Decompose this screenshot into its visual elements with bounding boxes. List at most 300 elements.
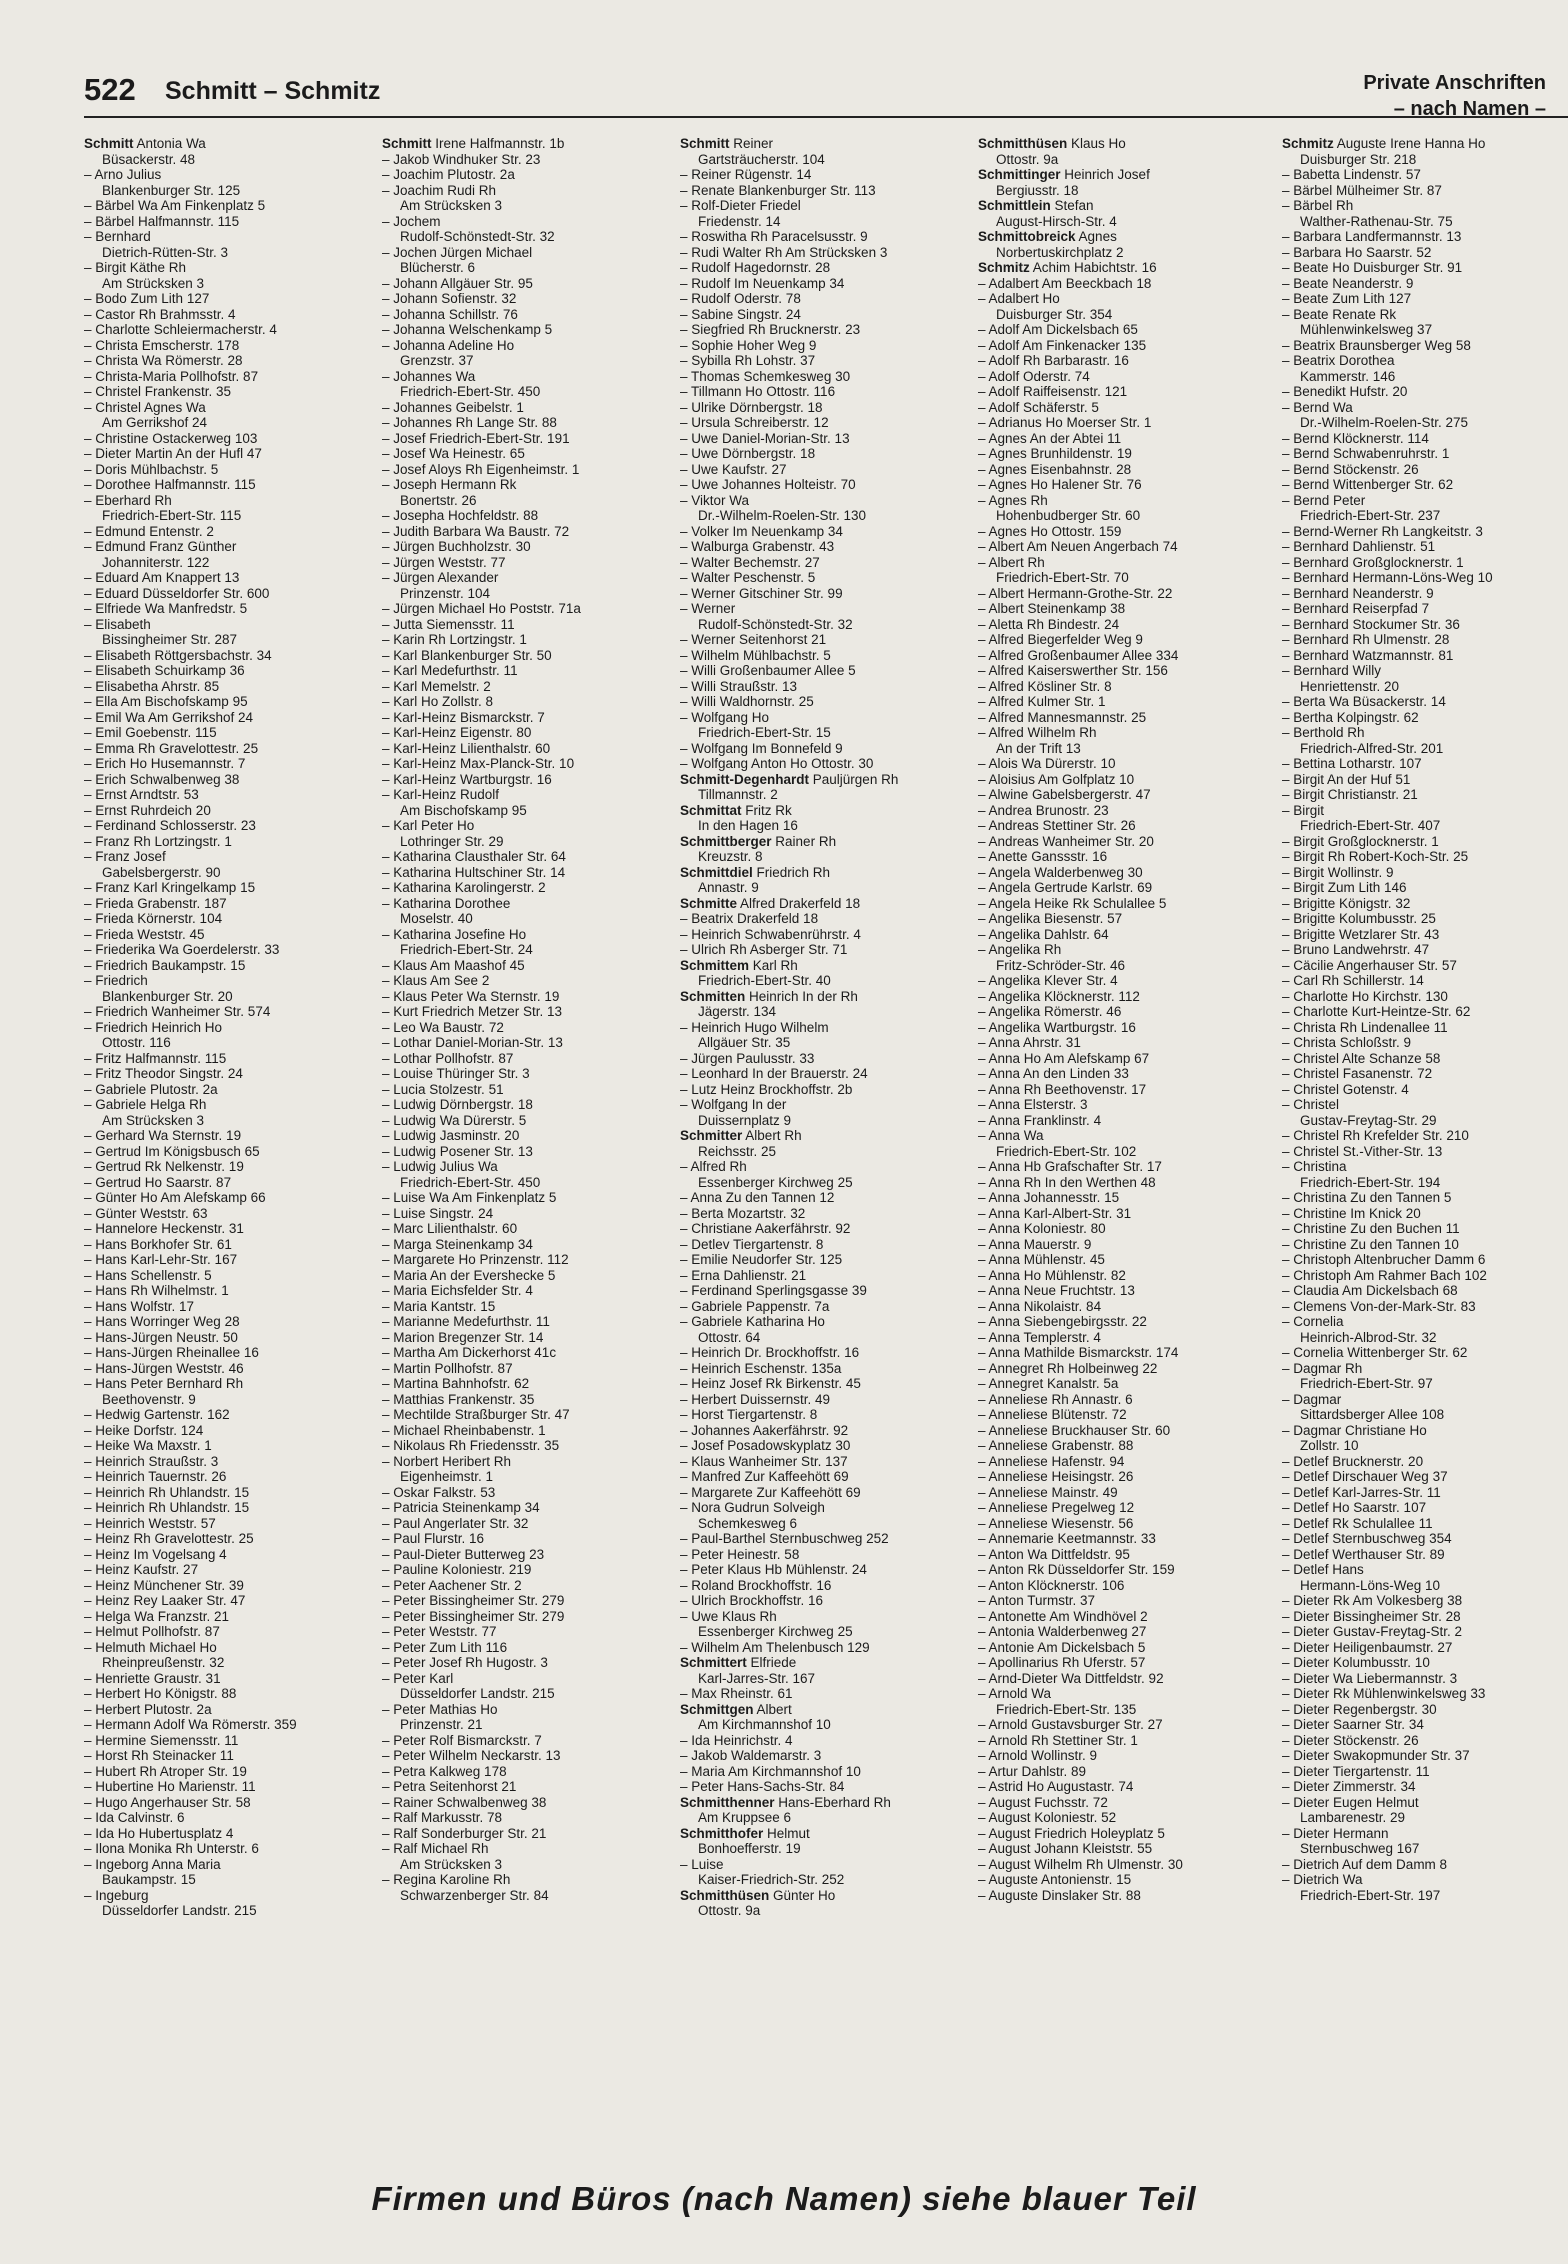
entry-given: Peter Mathias Ho (393, 1701, 498, 1717)
entry-given: Rudolf Oderstr. 78 (691, 291, 801, 306)
entry-given: Uwe Johannes Holteistr. 70 (691, 477, 856, 492)
entry-given: Heinrich Tauernstr. 26 (95, 1469, 227, 1484)
entry-given: Annemarie Keetmannstr. 33 (988, 1531, 1156, 1546)
entry-address: Bonertstr. 26 (400, 492, 477, 508)
directory-entry: – Mechtilde Straßburger Str. 47 (382, 1407, 570, 1422)
entry-given: Birgit Christianstr. 21 (1293, 787, 1418, 802)
entry-given: Johann Sofienstr. 32 (393, 291, 517, 306)
entry-surname: Schmittem (680, 957, 750, 973)
entry-surname: Schmitthüsen (978, 136, 1068, 151)
directory-entry: – Katharina Karolingerstr. 2 (382, 880, 546, 895)
directory-entry: – Arnold Rh Stettiner Str. 1 (978, 1732, 1138, 1748)
directory-entry: – Willi Waldhornstr. 25 (680, 694, 814, 709)
directory-entry: – Birgit Christianstr. 21 (1282, 787, 1418, 802)
directory-entry: – Edmund Entenstr. 2 (84, 523, 214, 539)
entry-given: Christa Rh Lindenallee 11 (1293, 1019, 1448, 1035)
directory-entry: – Gertrud Rk Nelkenstr. 19 (84, 1159, 244, 1174)
entry-given: Peter Zum Lith 116 (393, 1639, 508, 1655)
directory-entry: – Christoph Altenbrucher Damm 6 (1282, 1252, 1486, 1267)
entry-given: Sabine Singstr. 24 (691, 306, 801, 322)
entry-given: Margarete Zur Kaffeehött 69 (691, 1484, 861, 1500)
directory-entry: – Josepha Hochfeldstr. 88 (382, 508, 539, 523)
entry-given: Anton Turmstr. 37 (988, 1593, 1096, 1608)
directory-entry: – Peter Josef Rh Hugostr. 3 (382, 1655, 548, 1670)
directory-entry: – Alfred Rh Essenberger Kirchweg 25 (680, 1159, 966, 1190)
entry-given: Antonette Am Windhövel 2 (988, 1608, 1148, 1624)
entry-address: Duissernplatz 9 (698, 1112, 792, 1128)
entry-given: Anna Mühlenstr. 45 (988, 1252, 1105, 1267)
entry-given: Katharina Karolingerstr. 2 (393, 880, 546, 895)
entry-given: Clemens Von-der-Mark-Str. 83 (1293, 1298, 1476, 1314)
entry-given: Berta Mozartstr. 32 (691, 1205, 806, 1221)
entry-address: Hermann-Löns-Weg 10 (1300, 1577, 1441, 1593)
directory-entry: – Ingeborg Anna Maria Baukampstr. 15 (84, 1857, 370, 1888)
directory-entry: – Johann Sofienstr. 32 (382, 291, 517, 306)
directory-entry: – Uwe Daniel-Morian-Str. 13 (680, 430, 850, 446)
entry-given: Emil Goebenstr. 115 (95, 725, 217, 740)
entry-given: Hugo Angerhauser Str. 58 (95, 1794, 251, 1810)
directory-entry: – Hans-Jürgen Weststr. 46 (84, 1360, 244, 1376)
entry-given: Hans Wolfstr. 17 (95, 1298, 195, 1314)
entry-given: Karl Rh (752, 957, 798, 973)
entry-surname: Schmitt (680, 136, 730, 151)
entry-given: Johannes Rh Lange Str. 88 (393, 415, 557, 430)
entry-given: Maria An der Evershecke 5 (393, 1267, 556, 1283)
directory-entry: – Beate Ho Duisburger Str. 91 (1282, 260, 1463, 275)
entry-given: Christoph Altenbrucher Damm 6 (1293, 1252, 1486, 1267)
directory-entry: – Klaus Am See 2 (382, 973, 490, 988)
entry-address: Gabelsbergerstr. 90 (102, 864, 221, 880)
directory-entry: – Albert Am Neuen Angerbach 74 (978, 539, 1178, 554)
directory-entry: – Gerhard Wa Sternstr. 19 (84, 1128, 242, 1143)
entry-given: Anton Rk Düsseldorfer Str. 159 (988, 1562, 1175, 1577)
directory-entry: – Katharina Clausthaler Str. 64 (382, 849, 566, 864)
entry-given: Detlef Brucknerstr. 20 (1293, 1453, 1424, 1469)
directory-entry: – Antonette Am Windhövel 2 (978, 1608, 1148, 1624)
directory-entry: – Christa-Maria Pollhofstr. 87 (84, 368, 259, 384)
entry-given: Anton Klöcknerstr. 106 (988, 1577, 1125, 1593)
directory-entry: – Andreas Stettiner Str. 26 (978, 818, 1136, 833)
directory-entry: – Roswitha Rh Paracelsusstr. 9 (680, 229, 868, 244)
directory-entry: – Paul Angerlater Str. 32 (382, 1515, 529, 1531)
directory-entry: – Christel Fasanenstr. 72 (1282, 1066, 1433, 1081)
entry-given: Karin Rh Lortzingstr. 1 (393, 632, 527, 647)
entry-given: Johanna Welschenkamp 5 (393, 322, 553, 337)
entry-given: Ludwig Wa Dürerstr. 5 (393, 1112, 527, 1128)
entry-surname: Schmittgen (680, 1701, 754, 1717)
entry-given: Anneliese Bruckhauser Str. 60 (988, 1422, 1171, 1438)
directory-entry: – Adolf Am Dickelsbach 65 (978, 322, 1138, 337)
directory-entry: – Arnd-Dieter Wa Dittfeldstr. 92 (978, 1670, 1164, 1686)
entry-address: Am Strücksken 3 (400, 198, 503, 213)
directory-entry: – Marc Lilienthalstr. 60 (382, 1221, 518, 1236)
entry-given: Dagmar Christiane Ho (1293, 1422, 1427, 1438)
entry-given: Anna Neue Fruchtstr. 13 (988, 1283, 1135, 1298)
entry-given: Angela Gertrude Karlstr. 69 (988, 880, 1153, 895)
directory-entry: – Jakob Waldemarstr. 3 (680, 1748, 822, 1763)
directory-entry: – Detlef Werthauser Str. 89 (1282, 1546, 1445, 1562)
entry-given: Anton Wa Dittfeldstr. 95 (988, 1546, 1130, 1562)
directory-entry: – Willi Straußstr. 13 (680, 678, 798, 694)
entry-given: Gerhard Wa Sternstr. 19 (95, 1128, 242, 1143)
directory-entry: – Annegret Rh Holbeinweg 22 (978, 1360, 1158, 1376)
entry-address: Kaiser-Friedrich-Str. 252 (698, 1872, 845, 1887)
entry-given: Friedrich Baukampstr. 15 (95, 957, 246, 973)
entry-address: Moselstr. 40 (400, 911, 473, 926)
directory-entry: – Adolf Raiffeisenstr. 121 (978, 384, 1128, 399)
directory-entry: – Werner Rudolf-Schönstedt-Str. 32 (680, 601, 966, 632)
entry-given: Bernhard (95, 229, 151, 244)
entry-given: Ulrike Dörnbergstr. 18 (691, 399, 823, 415)
entry-given: Karl Medefurthstr. 11 (393, 663, 518, 678)
directory-entry: – August Koloniestr. 52 (978, 1810, 1117, 1825)
directory-entry: – Elfriede Wa Manfredstr. 5 (84, 601, 248, 616)
directory-entry: – Adolf Oderstr. 74 (978, 368, 1090, 384)
directory-entry (680, 1795, 966, 1826)
entry-given: Heinz Kaufstr. 27 (95, 1562, 199, 1577)
entry-given: Renate Blankenburger Str. 113 (691, 182, 876, 198)
directory-entry: – Bernd Schwabenruhrstr. 1 (1282, 446, 1450, 461)
entry-given: Agnes Rh (988, 492, 1048, 508)
entry-address: Am Kirchmannshof 10 (698, 1717, 831, 1732)
entry-given: Jochen Jürgen Michael (393, 244, 533, 260)
entry-given: Alois Wa Dürerstr. 10 (988, 756, 1116, 771)
entry-given: Beate Zum Lith 127 (1293, 291, 1412, 306)
entry-address: Schemkesweg 6 (698, 1515, 798, 1531)
entry-given: Ludwig Posener Str. 13 (393, 1143, 533, 1159)
entry-given: Bernhard Neanderstr. 9 (1293, 585, 1434, 601)
entry-given: Christine Zu den Buchen 11 (1293, 1221, 1460, 1236)
directory-entry: – Emil Wa Am Gerrikshof 24 (84, 709, 254, 725)
directory-entry: – Ulrike Dörnbergstr. 18 (680, 399, 823, 415)
directory-entry: – Katharina Dorothee Moselstr. 40 (382, 896, 668, 927)
entry-address: Am Strücksken 3 (102, 275, 205, 291)
entry-given: Adrianus Ho Moerser Str. 1 (988, 415, 1152, 430)
entry-address: Friedenstr. 14 (698, 213, 781, 229)
entry-given: Alfred Wilhelm Rh (988, 725, 1097, 740)
entry-given: Bernd Peter (1293, 492, 1366, 508)
directory-entry: – Agnes Eisenbahnstr. 28 (978, 461, 1132, 477)
entry-given: Louise Thüringer Str. 3 (393, 1066, 530, 1081)
entry-given: Peter Weststr. 77 (393, 1624, 497, 1639)
entry-given: Nora Gudrun Solveigh (691, 1500, 825, 1515)
entry-given: Hans Borkhofer Str. 61 (95, 1236, 232, 1252)
entry-given: Ernst Ruhrdeich 20 (95, 802, 211, 818)
entry-given: Agnes (1078, 229, 1117, 244)
section-label-line-1: Private Anschriften (1363, 72, 1546, 94)
directory-entry: – Heinrich Dr. Brockhoffstr. 16 (680, 1345, 860, 1360)
entry-given: Barbara Ho Saarstr. 52 (1293, 244, 1432, 260)
entry-given: Joachim Plutostr. 2a (393, 167, 515, 182)
directory-entry: – Joachim Plutostr. 2a (382, 167, 515, 182)
directory-entry: – Christina Zu den Tannen 5 (1282, 1190, 1452, 1205)
directory-entry (978, 167, 1264, 198)
entry-given: Hans-Eberhard Rh (778, 1794, 891, 1810)
entry-address: Dr.-Wilhelm-Roelen-Str. 275 (1300, 415, 1469, 430)
directory-entry: – Louise Thüringer Str. 3 (382, 1066, 530, 1081)
entry-given: Günter Ho Am Alefskamp 66 (95, 1190, 266, 1205)
entry-given: Martha Am Dickerhorst 41c (393, 1345, 557, 1360)
directory-entry: – Emma Rh Gravelottestr. 25 (84, 740, 259, 756)
directory-entry: – Maria Kantstr. 15 (382, 1298, 496, 1314)
directory-entry: – Helmuth Michael Ho Rheinpreußenstr. 32 (84, 1640, 370, 1671)
entry-given: Ferdinand Sperlingsgasse 39 (691, 1283, 867, 1298)
directory-entry: – Anneliese Mainstr. 49 (978, 1484, 1118, 1500)
directory-entry: – August Friedrich Holeyplatz 5 (978, 1825, 1165, 1841)
entry-address: Rudolf-Schönstedt-Str. 32 (698, 616, 853, 632)
directory-entry: – Detlef Dirschauer Weg 37 (1282, 1469, 1448, 1484)
entry-given: Carl Rh Schillerstr. 14 (1293, 973, 1424, 988)
entry-given: Albert Rh (988, 554, 1045, 570)
directory-entry: – Angela Walderbenweg 30 (978, 864, 1143, 880)
directory-entry: – Alfred Kaiserswerther Str. 156 (978, 663, 1168, 678)
entry-given: Johannes Wa (393, 368, 476, 384)
entry-given: Antonia Walderbenweg 27 (988, 1624, 1147, 1639)
directory-entry: – Alfred Mannesmannstr. 25 (978, 709, 1147, 725)
entry-given: Erich Schwalbenweg 38 (95, 771, 240, 787)
directory-entry: – Gabriele Plutostr. 2a (84, 1081, 218, 1097)
entry-given: Heinz Im Vogelsang 4 (95, 1546, 227, 1562)
directory-entry: – Eberhard Rh Friedrich-Ebert-Str. 115 (84, 493, 370, 524)
entry-given: Albert (756, 1701, 792, 1717)
directory-entry: – Günter Weststr. 63 (84, 1205, 208, 1221)
entry-given: Judith Barbara Wa Baustr. 72 (393, 523, 570, 539)
entry-given: Heike Wa Maxstr. 1 (95, 1438, 212, 1453)
directory-entry: – Heinrich Weststr. 57 (84, 1515, 216, 1531)
entry-address: Friedrich-Ebert-Str. 197 (1300, 1887, 1441, 1903)
directory-entry: – Angela Heike Rk Schulallee 5 (978, 895, 1167, 911)
entry-given: Anna Ho Mühlenstr. 82 (988, 1267, 1126, 1283)
directory-entry: – Paul-Dieter Butterweg 23 (382, 1546, 545, 1562)
entry-address: Friedrich-Ebert-Str. 102 (996, 1143, 1137, 1159)
directory-entry: – Anna An den Linden 33 (978, 1066, 1129, 1081)
entry-given: Karl Memelstr. 2 (393, 678, 491, 694)
directory-entry: – Wolfgang Anton Ho Ottostr. 30 (680, 756, 874, 771)
directory-entry: – Bettina Lotharstr. 107 (1282, 756, 1422, 771)
directory-entry: – Dagmar Rh Friedrich-Ebert-Str. 97 (1282, 1361, 1568, 1392)
directory-entry: – Wilhelm Am Thelenbusch 129 (680, 1639, 870, 1655)
directory-entry: – Norbert Heribert Rh Eigenheimstr. 1 (382, 1454, 668, 1485)
directory-entry (680, 834, 966, 865)
directory-entry (680, 896, 966, 912)
entry-given: Ludwig Julius Wa (393, 1159, 498, 1174)
entry-given: Martina Bahnhofstr. 62 (393, 1376, 530, 1391)
directory-entry: – Ludwig Dörnbergstr. 18 (382, 1097, 533, 1112)
directory-entry: – Bärbel Halfmannstr. 115 (84, 213, 240, 229)
entry-given: Jakob Windhuker Str. 23 (393, 151, 541, 167)
entry-given: Alfred Kaiserswerther Str. 156 (988, 663, 1168, 678)
entry-address: Annastr. 9 (698, 880, 759, 895)
entry-address: Hohenbudberger Str. 60 (996, 508, 1141, 523)
entry-given: Friedrich (95, 973, 148, 988)
entry-given: Günter Weststr. 63 (95, 1205, 208, 1221)
directory-entry: – Gabriele Pappenstr. 7a (680, 1298, 830, 1314)
entry-given: Anna Mathilde Bismarckstr. 174 (988, 1345, 1179, 1360)
directory-entry: – Luise Wa Am Finkenplatz 5 (382, 1190, 557, 1205)
entry-address: Lothringer Str. 29 (400, 833, 504, 849)
directory-entry: – Andrea Brunostr. 23 (978, 802, 1109, 818)
directory-entry: – Ludwig Posener Str. 13 (382, 1143, 533, 1159)
directory-entry (680, 865, 966, 896)
entry-given: Fritz Halfmannstr. 115 (95, 1050, 227, 1066)
entry-given: Dorothee Halfmannstr. 115 (95, 477, 256, 492)
entry-given: Heinz Rh Gravelottestr. 25 (95, 1531, 254, 1546)
entry-given: Leo Wa Baustr. 72 (393, 1019, 504, 1035)
entry-given: Christina Zu den Tannen 5 (1293, 1190, 1452, 1205)
directory-entry: – Agnes Ho Halener Str. 76 (978, 477, 1142, 492)
entry-given: Heinrich Schwabenrührstr. 4 (691, 926, 861, 942)
directory-entry: – Ida Ho Hubertusplatz 4 (84, 1825, 234, 1841)
entry-given: August Friedrich Holeyplatz 5 (988, 1825, 1165, 1841)
entry-given: Ludwig Jasminstr. 20 (393, 1128, 520, 1143)
directory-entry: – Anna Zu den Tannen 12 (680, 1190, 835, 1205)
entry-given: Oskar Falkstr. 53 (393, 1484, 496, 1500)
directory-entry: – Paul-Barthel Sternbuschweg 252 (680, 1531, 889, 1546)
entry-given: Auguste Dinslaker Str. 88 (988, 1887, 1141, 1903)
entry-given: Detlef Hans (1293, 1562, 1364, 1577)
entry-surname: Schmitt-Degenhardt (680, 771, 810, 787)
entry-given: Alfred Kösliner Str. 8 (988, 678, 1112, 694)
entry-given: Anna Templerstr. 4 (988, 1329, 1101, 1345)
directory-entry: – Johannes Wa Friedrich-Ebert-Str. 450 (382, 369, 668, 400)
directory-entry: – Albert Hermann-Grothe-Str. 22 (978, 585, 1173, 601)
directory-entry: – Michael Rheinbabenstr. 1 (382, 1422, 546, 1438)
directory-entry: – Renate Blankenburger Str. 113 (680, 182, 876, 198)
entry-given: Ulrich Rh Asberger Str. 71 (691, 942, 848, 957)
directory-entry: – Cäcilie Angerhauser Str. 57 (1282, 957, 1457, 973)
directory-entry: – Jürgen Buchholzstr. 30 (382, 539, 531, 554)
entry-given: Dieter Swakopmunder Str. 37 (1293, 1748, 1470, 1763)
entry-address: Rudolf-Schönstedt-Str. 32 (400, 229, 555, 244)
directory-entry: – Jürgen Paulusstr. 33 (680, 1050, 815, 1066)
directory-entry: – Wilhelm Mühlbachstr. 5 (680, 647, 831, 663)
entry-given: Paul-Dieter Butterweg 23 (393, 1546, 545, 1562)
directory-entry: – Dieter Saarner Str. 34 (1282, 1717, 1424, 1732)
directory-entry (680, 803, 966, 834)
entry-given: Christine Ostackerweg 103 (95, 430, 258, 446)
directory-entry: – Werner Gitschiner Str. 99 (680, 585, 843, 601)
entry-given: Heinz Münchener Str. 39 (95, 1577, 244, 1593)
entry-given: Bärbel Halfmannstr. 115 (95, 213, 240, 229)
entry-given: Lothar Daniel-Morian-Str. 13 (393, 1035, 563, 1050)
entry-given: Ludwig Dörnbergstr. 18 (393, 1097, 533, 1112)
directory-entry: – Birgit An der Huf 51 (1282, 771, 1411, 787)
entry-given: Dagmar (1293, 1391, 1342, 1407)
directory-entry: – Karl Ho Zollstr. 8 (382, 694, 494, 709)
entry-given: Ida Ho Hubertusplatz 4 (95, 1825, 234, 1841)
entry-given: Ralf Markusstr. 78 (393, 1810, 503, 1825)
directory-entry (680, 136, 966, 167)
directory-entry: – Nora Gudrun Solveigh Schemkesweg 6 (680, 1500, 966, 1531)
entry-given: Detlef Karl-Jarres-Str. 11 (1293, 1484, 1441, 1500)
entry-given: Bernhard Dahlienstr. 51 (1293, 539, 1436, 554)
directory-entry: – Christoph Am Rahmer Bach 102 (1282, 1267, 1487, 1283)
entry-given: Hubertine Ho Marienstr. 11 (95, 1779, 256, 1794)
entry-given: Karl-Heinz Bismarckstr. 7 (393, 709, 545, 725)
entry-given: Wilhelm Am Thelenbusch 129 (691, 1639, 870, 1655)
entry-given: Josef Wa Heinestr. 65 (393, 446, 525, 461)
entry-address: Friedrich-Ebert-Str. 407 (1300, 818, 1441, 833)
entry-address: Tillmannstr. 2 (698, 787, 778, 802)
entry-given: Anna An den Linden 33 (988, 1066, 1129, 1081)
entry-address: Friedrich-Ebert-Str. 237 (1300, 508, 1441, 523)
entry-given: Heinz Rey Laaker Str. 47 (95, 1593, 246, 1608)
entry-given: Katharina Clausthaler Str. 64 (393, 849, 566, 864)
entry-address: Lambarenestr. 29 (1300, 1810, 1406, 1825)
directory-entry: – Rudolf Im Neuenkamp 34 (680, 275, 845, 291)
entry-address: Friedrich-Ebert-Str. 135 (996, 1701, 1137, 1717)
directory-entry (680, 1128, 966, 1159)
entry-given: Bernhard Rh Ulmenstr. 28 (1293, 632, 1450, 647)
directory-entry: – Heinz Münchener Str. 39 (84, 1577, 244, 1593)
directory-entry: – Hans Rh Wilhelmstr. 1 (84, 1283, 229, 1298)
directory-entry: – Sybilla Rh Lohstr. 37 (680, 353, 816, 368)
entry-given: Angelika Römerstr. 46 (988, 1004, 1122, 1019)
directory-entry: – Luise Singstr. 24 (382, 1205, 494, 1221)
entry-given: Alfred Biegerfelder Weg 9 (988, 632, 1143, 647)
directory-entry: – Bernhard Dietrich-Rütten-Str. 3 (84, 229, 370, 260)
entry-given: Brigitte Wetzlarer Str. 43 (1293, 926, 1440, 942)
entry-given: Jürgen Buchholzstr. 30 (393, 539, 531, 554)
directory-entry: – Heinrich Rh Uhlandstr. 15 (84, 1500, 250, 1515)
entry-given: Christel Gotenstr. 4 (1293, 1081, 1409, 1097)
directory-entry: – Elisabeth Bissingheimer Str. 287 (84, 617, 370, 648)
entry-given: Friedrich Wanheimer Str. 574 (95, 1004, 271, 1019)
entry-given: Tillmann Ho Ottostr. 116 (691, 384, 836, 399)
entry-address: Essenberger Kirchweg 25 (698, 1174, 853, 1190)
entry-given: Walter Peschenstr. 5 (691, 570, 816, 585)
directory-entry (680, 989, 966, 1020)
directory-entry: – Ferdinand Sperlingsgasse 39 (680, 1283, 867, 1298)
entry-given: Klaus Am See 2 (393, 973, 490, 988)
directory-entry: – Dieter Gustav-Freytag-Str. 2 (1282, 1624, 1463, 1639)
entry-given: Detlef Ho Saarstr. 107 (1293, 1500, 1427, 1515)
entry-given: Birgit Großglocknerstr. 1 (1293, 833, 1439, 849)
directory-entry: – Angelika Römerstr. 46 (978, 1004, 1122, 1019)
entry-given: Rudi Walter Rh Am Strücksken 3 (691, 244, 888, 260)
entry-surname: Schmittdiel (680, 864, 753, 880)
directory-entry: – Alfred Kösliner Str. 8 (978, 678, 1112, 694)
entry-given: Emma Rh Gravelottestr. 25 (95, 740, 259, 756)
entry-given: Hans-Jürgen Weststr. 46 (95, 1360, 244, 1376)
directory-entry: – Josef Wa Heinestr. 65 (382, 446, 525, 461)
directory-entry: – Friedrich Heinrich Ho Ottostr. 116 (84, 1020, 370, 1051)
entry-given: Hermine Siemensstr. 11 (95, 1732, 239, 1748)
entry-address: Sittardsberger Allee 108 (1300, 1407, 1445, 1422)
entry-given: Wolfgang In der (691, 1097, 787, 1112)
directory-entry: – Dietrich Auf dem Damm 8 (1282, 1856, 1448, 1872)
directory-entry: – Babetta Lindenstr. 57 (1282, 167, 1421, 182)
entry-given: Dieter Zimmerstr. 34 (1293, 1779, 1416, 1794)
directory-entry (680, 1826, 966, 1857)
entry-given: Anneliese Hafenstr. 94 (988, 1453, 1125, 1469)
directory-entry: – Karl-Heinz Bismarckstr. 7 (382, 709, 545, 725)
entry-address: Friedrich-Ebert-Str. 70 (996, 570, 1129, 585)
directory-entry: – Angelika Klöcknerstr. 112 (978, 988, 1140, 1004)
directory-entry: – Heinz Josef Rk Birkenstr. 45 (680, 1376, 861, 1391)
directory-entry: – Bärbel Rh Walther-Rathenau-Str. 75 (1282, 198, 1568, 229)
entry-address: Prinzenstr. 104 (400, 585, 491, 601)
entry-given: Bertha Kolpingstr. 62 (1293, 709, 1419, 725)
directory-entry: – Christine Zu den Buchen 11 (1282, 1221, 1460, 1236)
entry-given: Anna Johannesstr. 15 (988, 1190, 1120, 1205)
entry-address: Rheinpreußenstr. 32 (102, 1655, 225, 1670)
directory-entry: – Beate Neanderstr. 9 (1282, 275, 1414, 291)
entry-given: Johannes Aakerfährstr. 92 (691, 1422, 849, 1438)
directory-entry: – Erich Ho Husemannstr. 7 (84, 756, 246, 771)
entry-given: Johanna Adeline Ho (393, 337, 515, 353)
directory-entry: – Peter Bissingheimer Str. 279 (382, 1593, 565, 1608)
